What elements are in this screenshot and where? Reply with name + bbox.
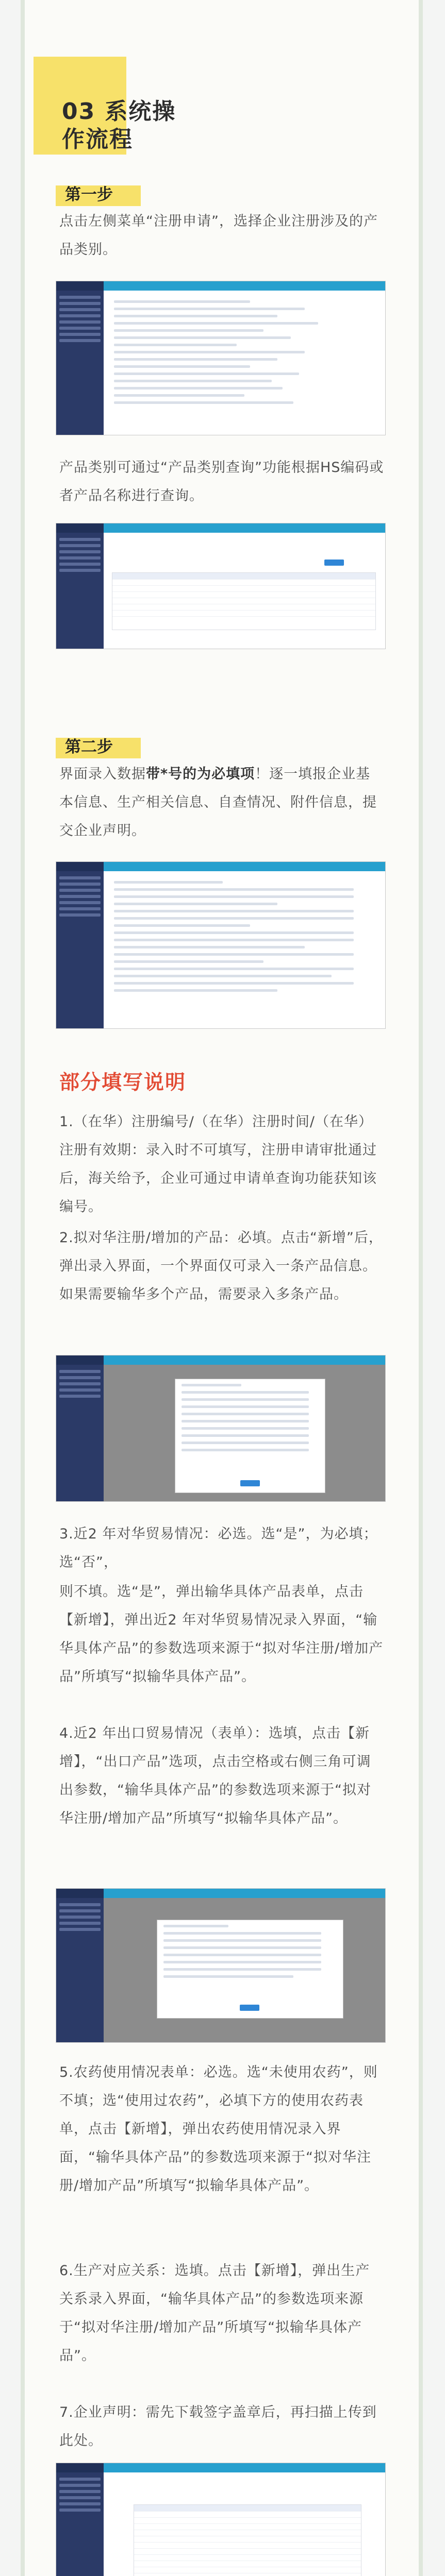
app-topbar bbox=[104, 523, 385, 533]
app-topbar bbox=[104, 1355, 385, 1365]
app-logo bbox=[56, 1355, 104, 1365]
step-one-text: 点击左侧菜单“注册申请”，选择企业注册涉及的产品类别。 bbox=[59, 213, 378, 258]
step-two-label: 第二步 bbox=[65, 738, 113, 756]
section-title: 系统操作流程 bbox=[62, 98, 176, 152]
section-header bbox=[62, 98, 196, 154]
app-topbar bbox=[104, 1889, 385, 1898]
note-2: 2.拟对华注册/增加的产品：必填。点击“新增”后，弹出录入界面，一个界面仅可录入一条产品信息。如果需要输华多个产品，需要录入多条产品。 bbox=[59, 1230, 383, 1302]
step-one-label: 第一步 bbox=[65, 185, 113, 204]
app-sidebar bbox=[56, 1889, 104, 2042]
step-two-text: 界面录入数据带*号的为必填项！逐一填报企业基本信息、生产相关信息、自查情况、附件信息，提交企业声明。 bbox=[59, 766, 377, 839]
app-topbar bbox=[104, 862, 385, 871]
screenshot-add-product-dialog bbox=[56, 1355, 386, 1502]
app-logo bbox=[56, 862, 104, 871]
export-entry-dialog bbox=[157, 1920, 343, 2019]
app-logo bbox=[56, 281, 104, 291]
app-sidebar bbox=[56, 281, 104, 435]
note-4: 4.近2 年出口贸易情况（表单）：选填，点击【新增】，“出口产品”选项，点击空格或右侧三角可调出参数，“输华具体产品”的参数选项来源于“拟对华注册/增加产品”所填写“拟输华具体产品”。 bbox=[59, 1725, 371, 1826]
screenshot-data-entry bbox=[56, 861, 386, 1029]
query-button[interactable] bbox=[324, 560, 344, 566]
category-list bbox=[108, 296, 380, 430]
note-3b: 则不填。选“是”，弹出输华具体产品表单，点击【新增】，弹出近2 年对华贸易情况录入界面，“输华具体产品”的参数选项来源于“拟对华注册/增加产品”所填写“拟输华具体产品”。 bbox=[59, 1584, 384, 1685]
step-two-badge bbox=[56, 733, 141, 758]
screenshot-export-dialog bbox=[56, 1888, 386, 2043]
note-1: 1.（在华）注册编号/（在华）注册时间/（在华）注册有效期：录入时不可填写，注册申请审批通过后，海关给予，企业可通过申请单查询功能获知该编号。 bbox=[59, 1114, 377, 1215]
section-number: 03 bbox=[62, 98, 96, 125]
dialog-confirm-button[interactable] bbox=[240, 1480, 260, 1486]
note-3a: 3.近2 年对华贸易情况：必选。选“是”，为必填；选“否”， bbox=[59, 1526, 378, 1570]
screenshot-category-query bbox=[56, 523, 386, 649]
declaration-table bbox=[134, 2504, 361, 2576]
app-sidebar bbox=[56, 523, 104, 649]
screenshot-declaration bbox=[56, 2463, 386, 2576]
notes-heading: 部分填写说明 bbox=[59, 1071, 187, 1094]
add-product-dialog bbox=[175, 1379, 325, 1493]
screenshot-product-category bbox=[56, 281, 386, 435]
step-one-badge bbox=[56, 180, 141, 206]
note-6: 6.生产对应关系：选填。点击【新增】，弹出生产关系录入界面，“输华具体产品”的参数选项来源于“拟对华注册/增加产品”所填写“拟输华具体产品”。 bbox=[59, 2263, 370, 2364]
entry-form bbox=[108, 876, 380, 1023]
note-7: 7.企业声明：需先下载签字盖章后，再扫描上传到此处。 bbox=[59, 2404, 377, 2449]
app-sidebar bbox=[56, 1355, 104, 1501]
app-logo bbox=[56, 2463, 104, 2472]
category-query-text: 产品类别可通过“产品类别查询”功能根据HS编码或者产品名称进行查询。 bbox=[59, 460, 384, 504]
query-result-table bbox=[112, 572, 376, 630]
app-sidebar bbox=[56, 862, 104, 1028]
app-logo bbox=[56, 1889, 104, 1898]
app-topbar bbox=[104, 281, 385, 291]
app-logo bbox=[56, 523, 104, 533]
app-sidebar bbox=[56, 2463, 104, 2576]
app-topbar bbox=[104, 2463, 385, 2472]
note-5: 5.农药使用情况表单：必选。选“未使用农药”，则不填；选“使用过农药”，必填下方的使用农药表单，点击【新增】，弹出农药使用情况录入界面，“输华具体产品”的参数选项来源于“拟对华注册/增加产品”所填写“拟输华具体产品”。 bbox=[59, 2064, 378, 2194]
dialog-save-button[interactable] bbox=[240, 2005, 259, 2011]
